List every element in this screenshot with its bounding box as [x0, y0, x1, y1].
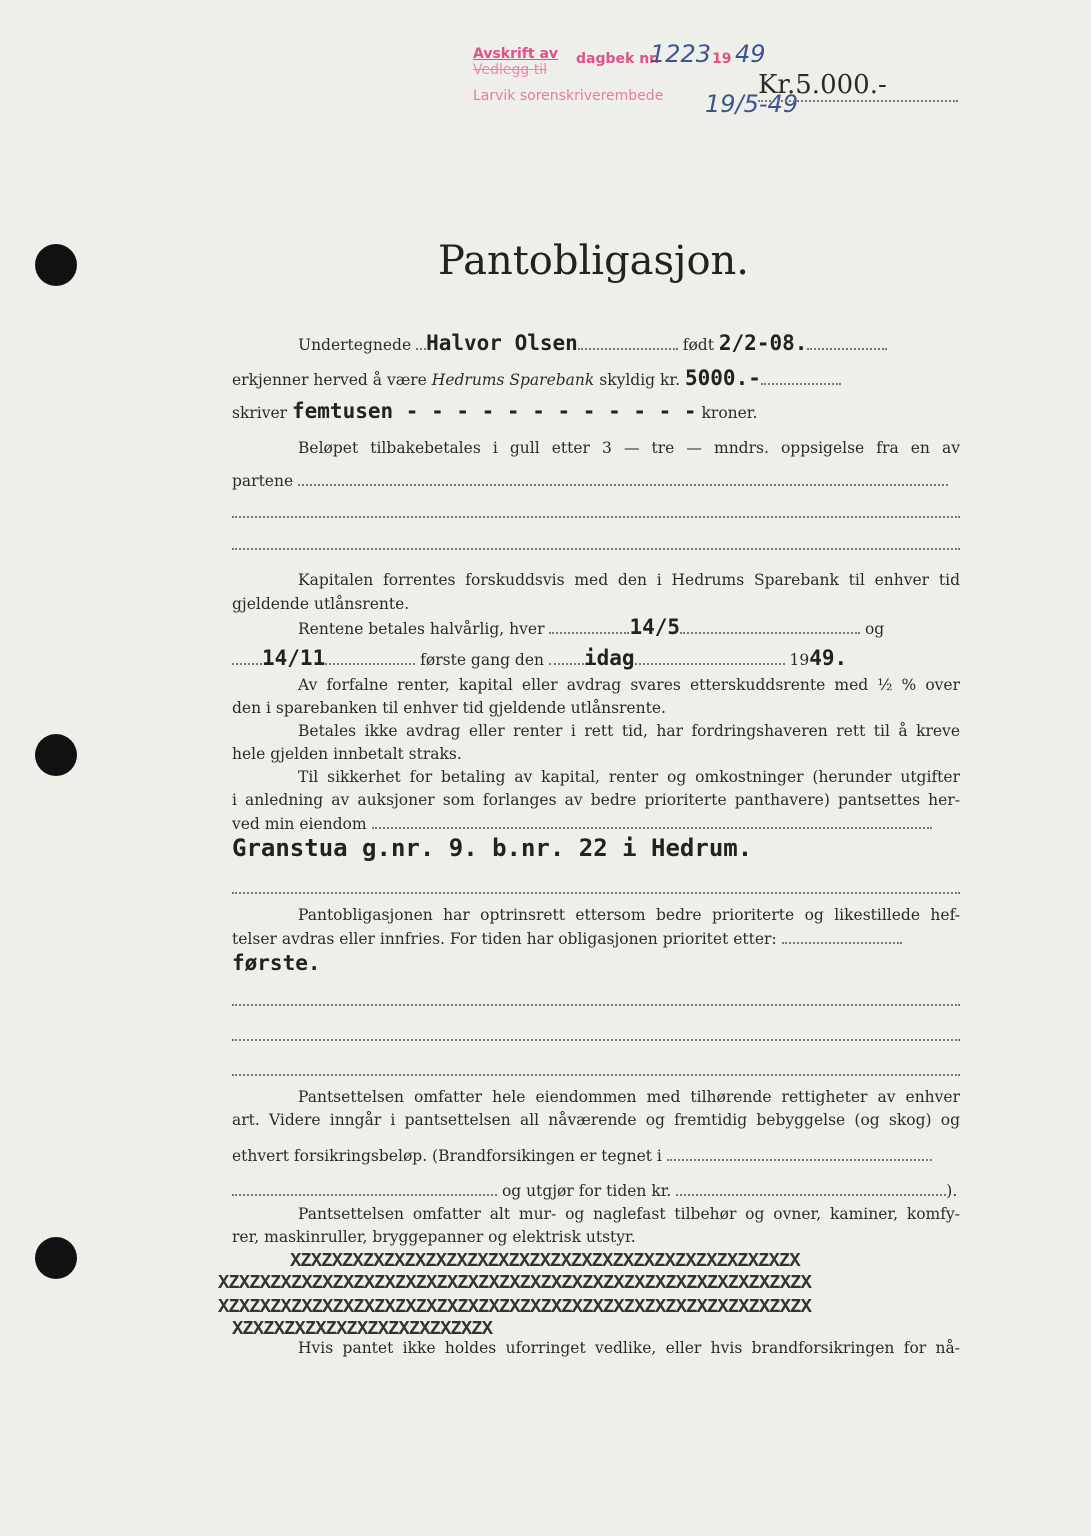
stamp-office: Larvik sorenskriverembede	[473, 88, 664, 104]
text-line: Av forfalne renter, kapital eller avdrag svares etterskuddsrente med ½ % over	[298, 676, 960, 694]
struck-out-line: XZXZXZXZXZXZXZXZXZXZXZXZXZXZXZXZXZXZXZXZXZXZXZXZXZXZXZXZX	[218, 1272, 811, 1294]
text-line: hele gjelden innbetalt straks.	[232, 745, 462, 763]
punch-hole	[35, 734, 77, 776]
born-field: 2/2-08.	[718, 331, 808, 355]
text-line: Kapitalen forrentes forskuddsvis med den i Hedrums Sparebank til enhver tid	[298, 571, 960, 589]
text-line: den i sparebanken til enhver tid gjeldende utlånsrente.	[232, 699, 666, 717]
amount-header: Kr.5.000.-	[758, 70, 958, 102]
priority-field: første.	[232, 951, 321, 975]
amount-words-field: femtusen - - - - - - - - - - - -	[292, 399, 697, 423]
line-words: skriver femtusen - - - - - - - - - - - - kroner.	[232, 399, 758, 423]
punch-hole	[35, 244, 77, 286]
struck-out-line: XZXZXZXZXZXZXZXZXZXZXZXZX	[232, 1318, 493, 1340]
dotted-line	[232, 990, 960, 1011]
punch-hole	[35, 1237, 77, 1279]
text-line: Pantsettelsen omfatter alt mur- og naglefast tilbehør og ovner, kaminer, komfy-	[298, 1205, 960, 1223]
line-first-payment: 14/11 første gang den idag 1949.	[232, 648, 960, 670]
stamp-vedlegg: Vedlegg til	[473, 62, 547, 78]
text-line: rer, maskinruller, bryggepanner og elektrisk utstyr.	[232, 1228, 636, 1246]
struck-out-line: XZXZXZXZXZXZXZXZXZXZXZXZXZXZXZXZXZXZXZXZXZXZXZXZX	[290, 1250, 800, 1272]
line-priority: telser avdras eller innfries. For tiden har obligasjonen prioritet etter:	[232, 928, 960, 949]
text-line: Beløpet tilbakebetales i gull etter 3 — tre — mndrs. oppsigelse fra en av	[298, 439, 960, 457]
line-ack: erkjenner herved å være Hedrums Sparebank skyldig kr. 5000.-	[232, 368, 960, 390]
text-line: Hvis pantet ikke holdes uforringet vedlike, eller hvis brandforsikringen for nå-	[298, 1339, 960, 1357]
text-line: Pantobligasjonen har optrinsrett ettersom bedre prioriterte og likestillede hef-	[298, 906, 960, 924]
dotted-line	[232, 1060, 960, 1081]
dotted-line	[232, 534, 960, 555]
line-undersigned: Undertegnede Halvor Olsen født 2/2-08.	[298, 333, 960, 355]
stamp-diary-label: dagbek nr.	[576, 51, 660, 67]
diary-year: 49	[735, 40, 766, 68]
stamp-year-prefix: 19	[712, 51, 732, 67]
dotted-line	[232, 1025, 960, 1046]
property-field: Granstua g.nr. 9. b.nr. 22 i Hedrum.	[232, 834, 753, 862]
line-partene: partene	[232, 470, 960, 491]
text-line: i anledning av auksjoner som forlanges av bedre prioriterte panthavere) pantsettes her-	[232, 791, 960, 809]
page-title: Pantobligasjon.	[438, 238, 750, 284]
stamp-date: 19/5-49	[705, 90, 799, 118]
text-line: gjeldende utlånsrente.	[232, 595, 410, 613]
text-line: Pantsettelsen omfatter hele eiendommen med tilhørende rettigheter av enhver	[298, 1088, 960, 1106]
line-interest-date: Rentene betales halvårlig, hver 14/5 og	[298, 615, 885, 639]
line-insurance: ethvert forsikringsbeløp. (Brandforsikingen er tegnet i	[232, 1145, 960, 1166]
text-line: Til sikkerhet for betaling av kapital, renter og omkostninger (herunder utgifter	[298, 768, 960, 786]
text-line: Betales ikke avdrag eller renter i rett tid, har fordringshaveren rett til å kreve	[298, 722, 960, 740]
struck-out-line: XZXZXZXZXZXZXZXZXZXZXZXZXZXZXZXZXZXZXZXZXZXZXZXZXZXZXZXZX	[218, 1296, 811, 1318]
name-field: Halvor Olsen	[426, 331, 578, 355]
amount-field: 5000.-	[685, 366, 761, 390]
line-property-label: ved min eiendom	[232, 813, 960, 834]
dotted-line	[232, 502, 960, 523]
dotted-line	[232, 878, 960, 899]
diary-number: 1223	[650, 40, 712, 68]
line-insurance-amount: og utgjør for tiden kr. ).	[232, 1180, 960, 1201]
stamp-avskrift: Avskrift av	[473, 46, 559, 62]
text-line: art. Videre inngår i pantsettelsen all nåværende og fremtidig bebyggelse (og skog) og	[232, 1111, 960, 1129]
